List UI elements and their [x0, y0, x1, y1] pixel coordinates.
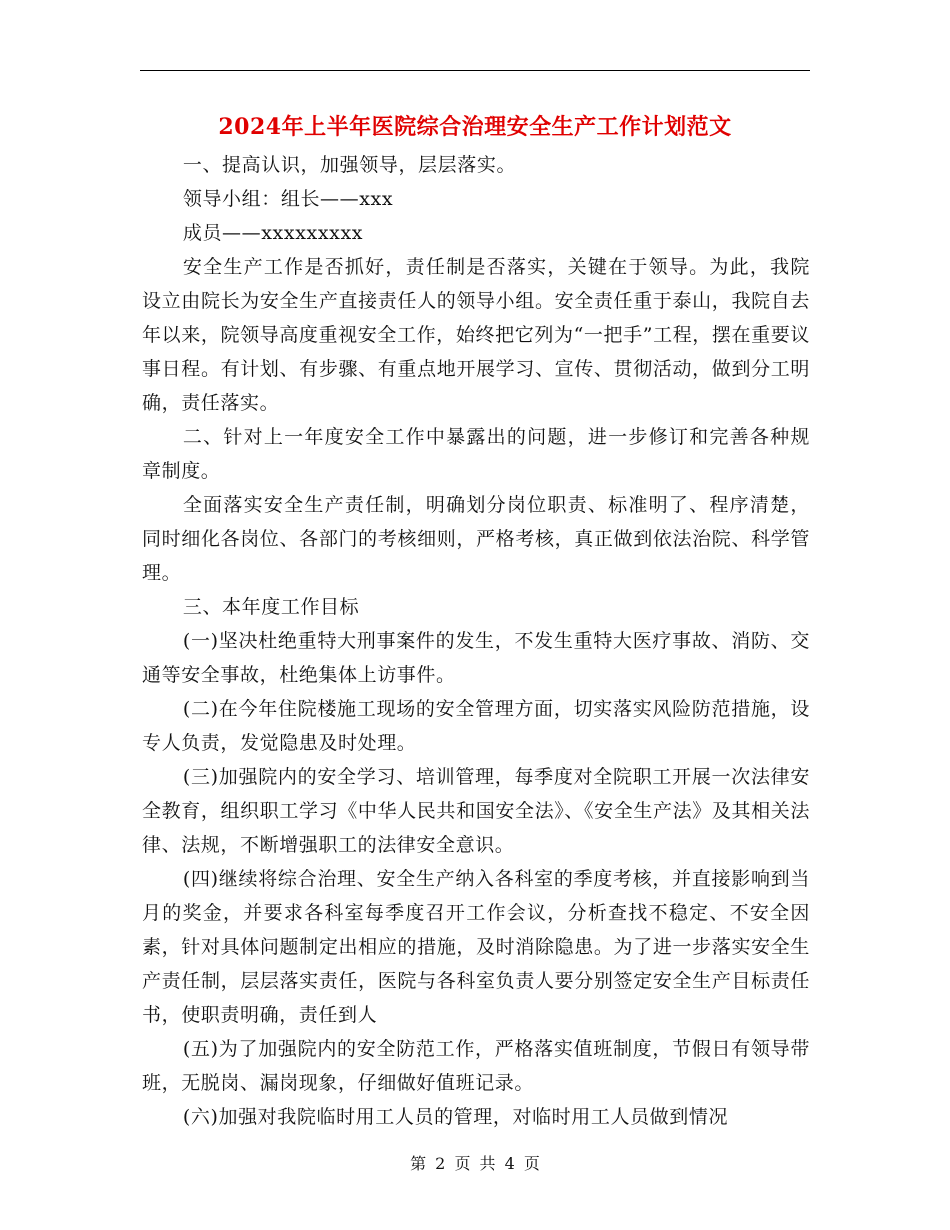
document-title: 2024年上半年医院综合治理安全生产工作计划范文: [218, 114, 732, 140]
paragraph-regulations: 全面落实安全生产责任制，明确划分岗位职责、标准明了、程序清楚，同时细化各岗位、各部门的考核细则，严格考核，真正做到依法治院、科学管理。: [142, 494, 810, 584]
paragraph-responsibility: 安全生产工作是否抓好，责任制是否落实，关键在于领导。为此，我院设立由院长为安全生产直接责任人的领导小组。安全责任重于泰山，我院自去年以来，院领导高度重视安全工作，始终把它列为“一把手”工程，摆在重要议事日程。有计划、有步骤、有重点地开展学习、宣传、贯彻活动，做到分工明确，责任落实。: [142, 256, 810, 414]
page-number-footer: 第 2 页 共 4 页: [410, 1154, 540, 1173]
members-line: 成员——xxxxxxxxx: [182, 222, 364, 244]
section-heading-3: 三、本年度工作目标: [182, 596, 360, 618]
goal-item-1: (一)坚决杜绝重特大刑事案件的发生，不发生重特大医疗事故、消防、交通等安全事故，杜绝集体上访事件。: [142, 630, 810, 686]
goal-item-4: (四)继续将综合治理、安全生产纳入各科室的季度考核，并直接影响到当月的奖金，并要求各科室每季度召开工作会议，分析查找不稳定、不安全因素，针对具体问题制定出相应的措施，及时消除隐患。为了进一步落实安全生产责任制，层层落实责任，医院与各科室负责人要分别签定安全生产目标责任书，使职责明确，责任到人: [142, 868, 810, 1026]
leader-group-line: 领导小组：组长——xxx: [182, 188, 394, 210]
goal-item-6: (六)加强对我院临时用工人员的管理，对临时用工人员做到情况: [182, 1106, 729, 1128]
goal-item-5: (五)为了加强院内的安全防范工作，严格落实值班制度，节假日有领导带班，无脱岗、漏岗现象，仔细做好值班记录。: [142, 1038, 810, 1094]
document-body: [142, 148, 810, 1134]
section-heading-2: 二、针对上一年度安全工作中暴露出的问题，进一步修订和完善各种规章制度。: [142, 426, 810, 482]
section-heading-1: 一、提高认识，加强领导，层层落实。: [182, 154, 517, 176]
goal-item-2: (二)在今年住院楼施工现场的安全管理方面，切实落实风险防范措施，设专人负责，发觉隐患及时处理。: [142, 698, 810, 754]
header-rule: [140, 70, 810, 71]
goal-item-3: (三)加强院内的安全学习、培训管理，每季度对全院职工开展一次法律安全教育，组织职工学习《中华人民共和国安全法》、《安全生产法》及其相关法律、法规，不断增强职工的法律安全意识。: [142, 766, 810, 856]
